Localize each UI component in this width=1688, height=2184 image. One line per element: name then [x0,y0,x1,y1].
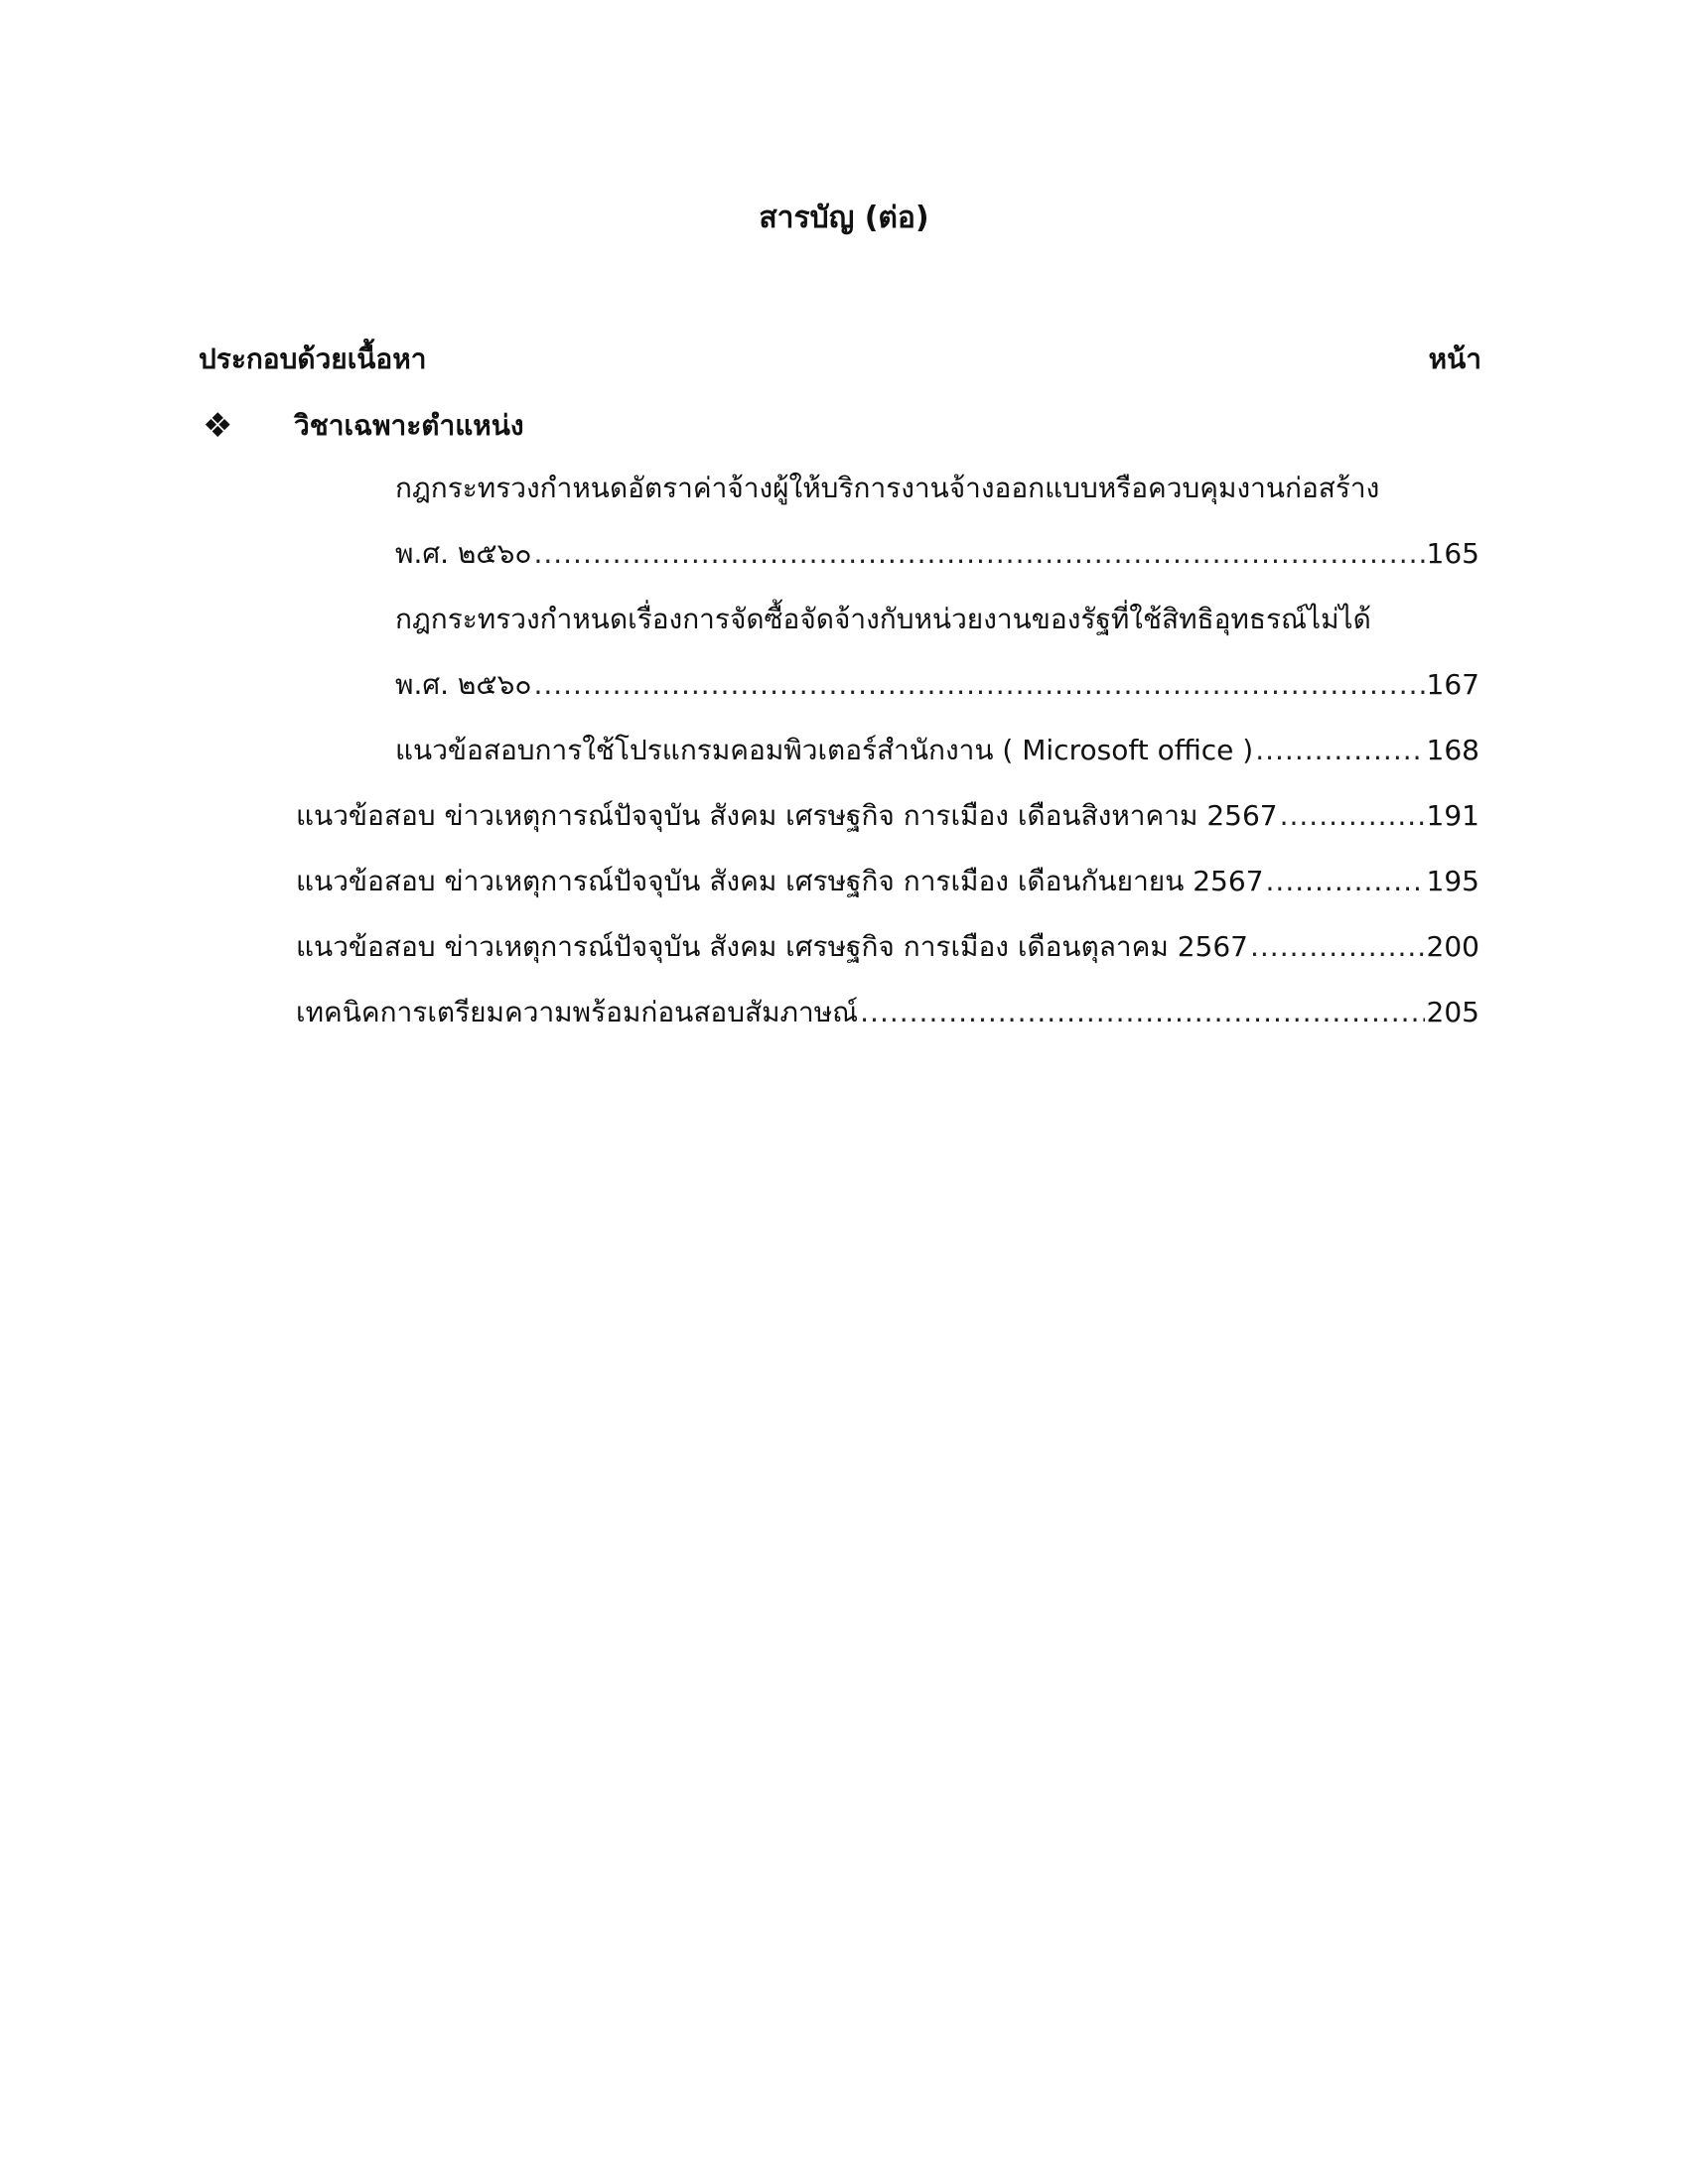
dot-leader [533,530,1424,578]
toc-header-page: หน้า [1428,342,1481,375]
toc-entry-page: 200 [1426,930,1479,963]
dot-leader [1280,792,1425,840]
toc-entry-page: 205 [1426,996,1479,1028]
toc-entry-page: 195 [1426,865,1479,897]
toc-entry-page: 167 [1426,668,1479,701]
toc-entry-text: แนวข้อสอบการใช้โปรแกรมคอมพิวเตอร์สำนักงาน ( Microsoft office ) [395,734,1254,766]
toc-entry-line [395,596,1479,643]
toc-entry-line [296,792,1479,840]
toc-entry-text: กฎกระทรวงกำหนดอัตราค่าจ้างผู้ให้บริการงานจ้างออกแบบหรือควบคุมงานก่อสร้าง [395,472,1380,504]
diamond-bullet-icon: ❖ [203,406,233,446]
toc-entry-page: 165 [1426,537,1479,570]
toc-entry-text: เทคนิคการเตรียมความพร้อมก่อนสอบสัมภาษณ์ [296,996,859,1028]
section-label: วิชาเฉพาะตำแหน่ง [294,409,524,442]
toc-entry-text: กฎกระทรวงกำหนดเรื่องการจัดซื้อจัดจ้างกับหน่วยงานของรัฐที่ใช้สิทธิอุทธรณ์ไม่ได้ [395,603,1371,635]
toc-entry-line [395,661,1479,709]
toc-entry-text: แนวข้อสอบ ข่าวเหตุการณ์ปัจจุบัน สังคม เศรษฐกิจ การเมือง เดือนตุลาคม 2567 [296,930,1248,963]
toc-entry-line [296,923,1479,971]
toc-entry-line [395,530,1479,578]
toc-entry-page: 168 [1426,734,1479,766]
toc-entry-text: แนวข้อสอบ ข่าวเหตุการณ์ปัจจุบัน สังคม เศรษฐกิจ การเมือง เดือนสิงหาคาม 2567 [296,799,1278,832]
page-title: สารบัญ (ต่อ) [759,201,929,235]
toc-entry-line [395,465,1479,512]
dot-leader [1255,727,1424,774]
toc-entry-text: พ.ศ. ๒๕๖๐ [395,537,532,570]
toc-entry-text: พ.ศ. ๒๕๖๐ [395,668,532,701]
toc-entry-line [395,727,1479,774]
toc-header-contents: ประกอบด้วยเนื้อหา [199,342,427,375]
dot-leader [860,989,1424,1036]
dot-leader [533,661,1424,709]
toc-entry-line [296,989,1479,1036]
dot-leader [1250,923,1425,971]
toc-entry-line [296,858,1479,905]
dot-leader [1266,858,1425,905]
toc-entry-text: แนวข้อสอบ ข่าวเหตุการณ์ปัจจุบัน สังคม เศรษฐกิจ การเมือง เดือนกันยายน 2567 [296,865,1264,897]
toc-entry-page: 191 [1426,799,1479,832]
